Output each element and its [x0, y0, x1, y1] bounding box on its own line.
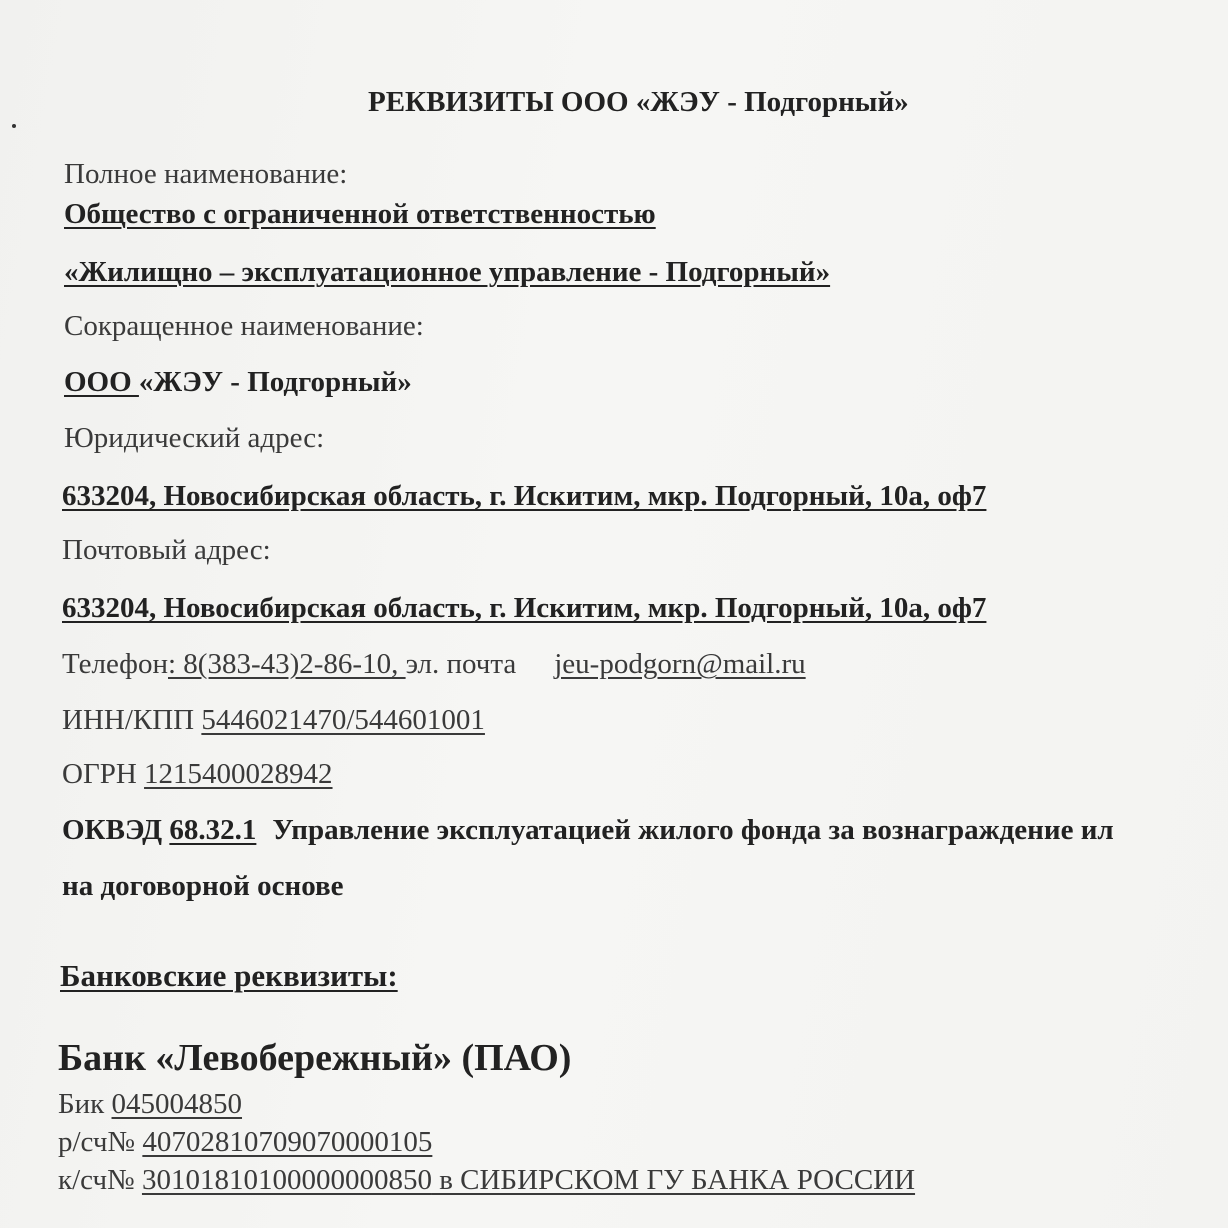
bank-name: Банк «Левобережный» (ПАО) — [58, 1037, 572, 1079]
short-name — [64, 366, 412, 399]
postal-address-label: Почтовый адрес: — [62, 534, 271, 566]
phone-value: : 8(383-43)2-86-10, — [168, 648, 406, 680]
ogrn-value: 1215400028942 — [144, 758, 333, 790]
bik-label: Бик — [58, 1088, 112, 1120]
full-name-line1: Общество с ограниченной ответственностью — [64, 198, 656, 230]
ks-line — [58, 1164, 915, 1197]
ogrn-line — [62, 758, 333, 791]
short-name-ooo: ООО — [64, 366, 139, 398]
ks-suffix: в СИБИРСКОМ ГУ БАНКА РОССИИ — [431, 1164, 916, 1196]
rs-line — [58, 1126, 432, 1159]
ks-value: 30101810100000000850 — [141, 1164, 432, 1196]
ks-label: к/сч№ — [58, 1164, 142, 1196]
email-link[interactable]: jeu-podgorn@mail.ru — [554, 648, 806, 680]
okved-line — [62, 814, 1114, 847]
postal-address: 633204, Новосибирская область, г. Искитим, мкр. Подгорный, 10а, оф7 — [62, 592, 987, 624]
short-name-rest: «ЖЭУ - Подгорный» — [138, 366, 412, 398]
rs-value: 40702810709070000105 — [142, 1126, 433, 1158]
okved-code: 68.32.1 — [169, 814, 257, 846]
bik-value: 045004850 — [111, 1088, 243, 1120]
inn-kpp-line — [62, 704, 485, 737]
bank-heading: Банковские реквизиты: — [60, 958, 398, 993]
stray-dot — [12, 124, 16, 128]
bik-line — [58, 1088, 242, 1121]
full-name-line2: «Жилищно – эксплуатационное управление - Подгорный» — [64, 256, 831, 288]
short-name-label: Сокращенное наименование: — [64, 310, 424, 342]
ogrn-label: ОГРН — [62, 758, 145, 790]
okved-label: ОКВЭД — [62, 814, 170, 846]
phone-label: Телефон — [62, 648, 168, 680]
inn-value: 5446021470/544601001 — [201, 704, 485, 736]
legal-address: 633204, Новосибирская область, г. Искитим, мкр. Подгорный, 10а, оф7 — [62, 480, 987, 512]
okved-description: Управление эксплуатацией жилого фонда за вознаграждение ил — [272, 814, 1114, 846]
contacts-line — [62, 648, 806, 681]
full-name-label: Полное наименование: — [64, 158, 348, 190]
okved-description-cont: на договорной основе — [62, 870, 344, 902]
legal-address-label: Юридический адрес: — [64, 422, 325, 454]
rs-label: р/сч№ — [58, 1126, 143, 1158]
inn-label: ИНН/КПП — [62, 704, 202, 736]
document-title: РЕКВИЗИТЫ ООО «ЖЭУ - Подгорный» — [368, 86, 909, 118]
email-label: эл. почта — [405, 648, 517, 680]
